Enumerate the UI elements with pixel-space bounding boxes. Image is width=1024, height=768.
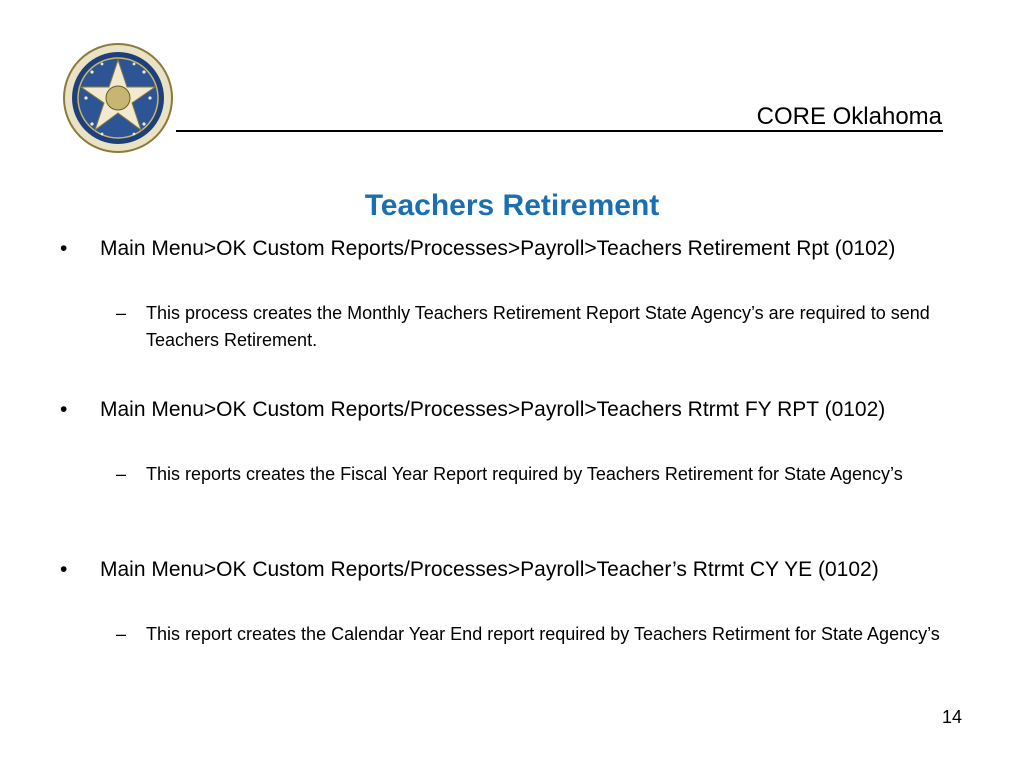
bullet-text: Main Menu>OK Custom Reports/Processes>Payroll>Teachers Rtrmt FY RPT (0102) bbox=[100, 398, 886, 421]
sub-bullet-text: This report creates the Calendar Year End report required by Teachers Retirment for State Agency’s bbox=[146, 624, 940, 644]
bullet-text: Main Menu>OK Custom Reports/Processes>Payroll>Teachers Retirement Rpt (0102) bbox=[100, 237, 896, 260]
page-number: 14 bbox=[941, 707, 962, 727]
sub-bullet-marker: – bbox=[116, 303, 127, 323]
bullet-text: Main Menu>OK Custom Reports/Processes>Payroll>Teacher’s Rtrmt CY YE (0102) bbox=[100, 558, 879, 581]
sub-bullet-text: This process creates the Monthly Teachers Retirement Report State Agency’s are required to send Teachers Retirement. bbox=[146, 303, 930, 350]
bullet-marker: • bbox=[60, 237, 68, 260]
header-rule bbox=[176, 130, 943, 132]
oklahoma-state-seal-icon bbox=[62, 42, 174, 154]
bullet-marker: • bbox=[60, 398, 68, 421]
sub-bullet-text: This reports creates the Fiscal Year Report required by Teachers Retirement for State Agency’s bbox=[146, 464, 903, 484]
sub-bullet-marker: – bbox=[116, 624, 127, 644]
state-seal bbox=[62, 42, 174, 154]
slide-title: Teachers Retirement bbox=[364, 189, 660, 222]
bullet-marker: • bbox=[60, 558, 68, 581]
header-title: CORE Oklahoma bbox=[756, 103, 942, 130]
sub-bullet-marker: – bbox=[116, 464, 127, 484]
